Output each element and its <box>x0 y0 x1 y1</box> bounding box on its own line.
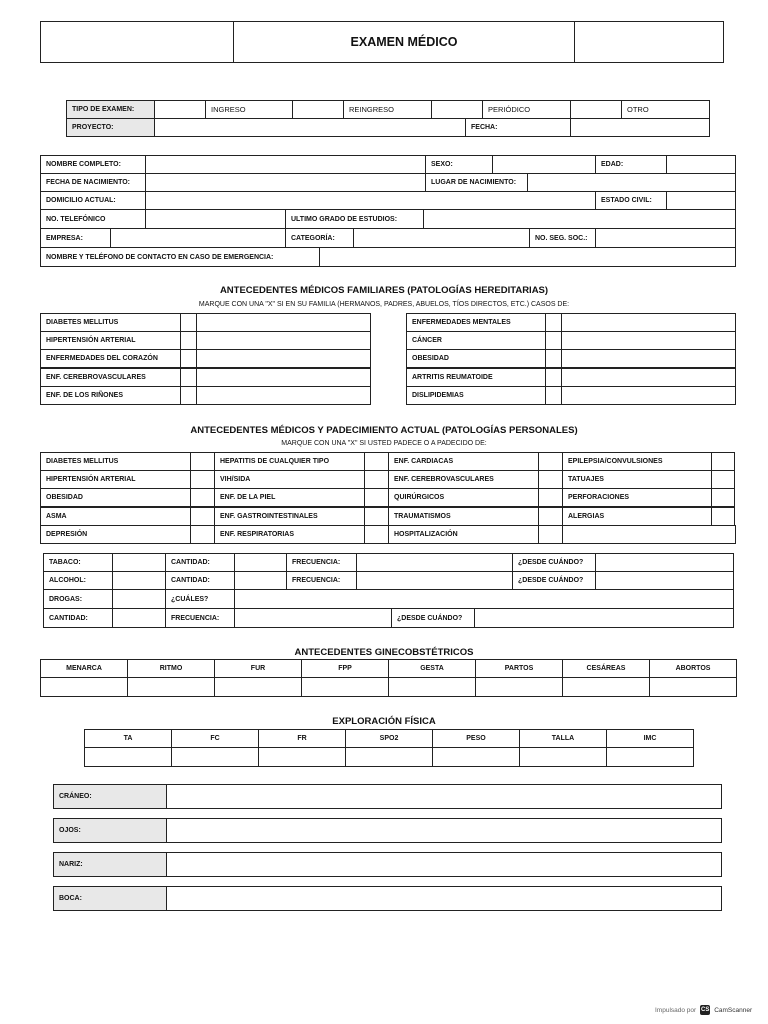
tabaco-field[interactable] <box>112 553 166 572</box>
personal-condition-label: HOSPITALIZACIÓN <box>388 525 539 544</box>
vital-sign-header: SPO2 <box>345 729 433 748</box>
tipo-periodico-label: PERIÓDICO <box>482 100 571 119</box>
estado-civil-field[interactable] <box>666 191 736 210</box>
proyecto-field[interactable] <box>154 118 466 137</box>
gineco-header: ABORTOS <box>649 659 737 678</box>
familiar-left-check[interactable] <box>180 368 197 387</box>
personal-condition-check[interactable] <box>711 507 735 526</box>
sexo-field[interactable] <box>492 155 596 174</box>
personales-subtitle: MARQUE CON UNA "X" SI USTED PADECE O A PADECIDO DE: <box>281 440 487 447</box>
tipo-ingreso-box[interactable] <box>154 100 206 119</box>
familiares-title: ANTECEDENTES MÉDICOS FAMILIARES (PATOLOGÍAS HEREDITARIAS) <box>219 285 549 296</box>
region-field[interactable] <box>166 852 722 877</box>
drogas-desde-field[interactable] <box>474 608 734 628</box>
personal-condition-label: QUIRÚRGICOS <box>388 488 539 507</box>
region-label: CRÁNEO: <box>53 784 167 809</box>
gineco-value-field[interactable] <box>214 677 302 697</box>
tabaco-cantidad-label: CANTIDAD: <box>165 553 235 572</box>
edad-label: EDAD: <box>595 155 667 174</box>
familiar-left-label: DIABETES MELLITUS <box>40 313 181 332</box>
drogas-frecuencia-label: FRECUENCIA: <box>165 608 235 628</box>
familiar-left-check[interactable] <box>180 313 197 332</box>
empresa-label: EMPRESA: <box>40 228 111 248</box>
gineco-value-field[interactable] <box>475 677 563 697</box>
personal-condition-check[interactable] <box>190 470 215 489</box>
telefono-label: NO. TELEFÓNICO <box>40 209 146 229</box>
header-left-cell <box>40 21 234 63</box>
footer-watermark <box>655 1005 752 1015</box>
domicilio-label: DOMICILIO ACTUAL: <box>40 191 146 210</box>
gineco-value-field[interactable] <box>562 677 650 697</box>
alcohol-desde-label: ¿DESDE CUÁNDO? <box>512 571 596 590</box>
region-label: NARIZ: <box>53 852 167 877</box>
fecha-field[interactable] <box>570 118 710 137</box>
personal-condition-label: DIABETES MELLITUS <box>40 452 191 471</box>
header-title-cell <box>233 21 575 63</box>
footer-powered: Impulsado por <box>655 1006 697 1014</box>
personal-condition-label: PERFORACIONES <box>562 488 712 507</box>
region-label: OJOS: <box>53 818 167 843</box>
tabaco-frecuencia-field[interactable] <box>356 553 513 572</box>
personal-condition-label: ENF. RESPIRATORIAS <box>214 525 365 544</box>
gineco-header: MENARCA <box>40 659 128 678</box>
contacto-label: NOMBRE Y TELÉFONO DE CONTACTO EN CASO DE EMERGENCIA: <box>40 247 320 267</box>
page-title: EXAMEN MÉDICO <box>350 34 458 49</box>
familiar-right-note[interactable] <box>561 386 736 405</box>
personal-condition-check[interactable] <box>538 525 563 544</box>
drogas-cuales-label: ¿CUÁLES? <box>165 589 235 609</box>
vital-sign-field[interactable] <box>171 747 259 767</box>
familiar-right-note[interactable] <box>561 349 736 368</box>
personal-condition-check[interactable] <box>364 507 389 526</box>
familiar-left-check[interactable] <box>180 331 197 350</box>
personal-condition-check[interactable] <box>364 452 389 471</box>
gineco-value-field[interactable] <box>388 677 476 697</box>
personal-condition-label: TATUAJES <box>562 470 712 489</box>
tipo-ingreso-label: INGRESO <box>205 100 293 119</box>
personal-condition-check[interactable] <box>190 488 215 507</box>
familiar-left-label: ENF. CEREBROVASCULARES <box>40 368 181 387</box>
tipo-otro-box[interactable] <box>570 100 622 119</box>
gineco-header: GESTA <box>388 659 476 678</box>
fecha-label: FECHA: <box>465 118 571 137</box>
personal-condition-check[interactable] <box>364 470 389 489</box>
gineco-value-field[interactable] <box>649 677 737 697</box>
gineco-header: RITMO <box>127 659 215 678</box>
personal-condition-check[interactable] <box>190 525 215 544</box>
familiar-left-label: ENFERMEDADES DEL CORAZÓN <box>40 349 181 368</box>
familiar-right-note[interactable] <box>561 313 736 332</box>
tipo-periodico-box[interactable] <box>431 100 483 119</box>
region-field[interactable] <box>166 886 722 911</box>
grado-estudios-field[interactable] <box>423 209 736 229</box>
familiar-left-note[interactable] <box>196 386 371 405</box>
alcohol-field[interactable] <box>112 571 166 590</box>
alcohol-cantidad-field[interactable] <box>234 571 287 590</box>
gineco-title: ANTECEDENTES GINECOBSTÉTRICOS <box>294 647 474 658</box>
familiar-right-label: CÁNCER <box>406 331 546 350</box>
familiar-right-note[interactable] <box>561 368 736 387</box>
personal-condition-check[interactable] <box>711 452 735 471</box>
familiar-left-note[interactable] <box>196 349 371 368</box>
camscanner-logo-icon: CS <box>701 1007 710 1013</box>
vital-sign-field[interactable] <box>345 747 433 767</box>
personal-condition-label: HIPERTENSIÓN ARTERIAL <box>40 470 191 489</box>
vital-sign-header: FC <box>171 729 259 748</box>
personal-condition-label: ALERGIAS <box>562 507 712 526</box>
seg-soc-label: NO. SEG. SOC.: <box>529 228 596 248</box>
alcohol-cantidad-label: CANTIDAD: <box>165 571 235 590</box>
drogas-cantidad-field[interactable] <box>112 608 166 628</box>
personal-condition-check[interactable] <box>190 452 215 471</box>
personal-condition-label: DEPRESIÓN <box>40 525 191 544</box>
familiar-left-label: ENF. DE LOS RIÑONES <box>40 386 181 405</box>
familiar-right-label: OBESIDAD <box>406 349 546 368</box>
familiar-left-note[interactable] <box>196 331 371 350</box>
personales-title: ANTECEDENTES MÉDICOS Y PADECIMIENTO ACTUAL (PATOLOGÍAS PERSONALES) <box>190 425 578 436</box>
categoria-field[interactable] <box>353 228 530 248</box>
drogas-frecuencia-field[interactable] <box>234 608 392 628</box>
gineco-value-field[interactable] <box>301 677 389 697</box>
personal-condition-check[interactable] <box>538 452 563 471</box>
fecha-nacimiento-label: FECHA DE NACIMIENTO: <box>40 173 146 192</box>
personal-condition-label: ENF. CARDIACAS <box>388 452 539 471</box>
alcohol-frecuencia-label: FRECUENCIA: <box>286 571 357 590</box>
vital-sign-field[interactable] <box>432 747 520 767</box>
drogas-cuales-field[interactable] <box>234 589 734 609</box>
personal-condition-label: ENF. GASTROINTESTINALES <box>214 507 365 526</box>
vital-sign-header: TALLA <box>519 729 607 748</box>
nombre-field[interactable] <box>145 155 426 174</box>
vital-sign-field[interactable] <box>258 747 346 767</box>
tabaco-desde-field[interactable] <box>595 553 734 572</box>
nombre-label: NOMBRE COMPLETO: <box>40 155 146 174</box>
personal-condition-label: OBESIDAD <box>40 488 191 507</box>
lugar-nacimiento-label: LUGAR DE NACIMIENTO: <box>425 173 528 192</box>
tabaco-cantidad-field[interactable] <box>234 553 287 572</box>
familiar-left-note[interactable] <box>196 368 371 387</box>
tabaco-desde-label: ¿DESDE CUÁNDO? <box>512 553 596 572</box>
personal-condition-label: ASMA <box>40 507 191 526</box>
empresa-field[interactable] <box>110 228 286 248</box>
vital-sign-header: PESO <box>432 729 520 748</box>
sexo-label: SEXO: <box>425 155 493 174</box>
personal-condition-check[interactable] <box>538 488 563 507</box>
footer-brand: CamScanner <box>714 1006 753 1014</box>
familiar-right-note[interactable] <box>561 331 736 350</box>
vital-sign-field[interactable] <box>519 747 607 767</box>
drogas-desde-label: ¿DESDE CUÁNDO? <box>391 608 475 628</box>
tabaco-frecuencia-label: FRECUENCIA: <box>286 553 357 572</box>
alcohol-desde-field[interactable] <box>595 571 734 590</box>
personal-condition-label: TRAUMATISMOS <box>388 507 539 526</box>
familiar-right-check[interactable] <box>545 386 562 405</box>
tipo-otro-label: OTRO <box>621 100 710 119</box>
personal-condition-check[interactable] <box>538 507 563 526</box>
contacto-field[interactable] <box>319 247 736 267</box>
gineco-header: PARTOS <box>475 659 563 678</box>
personal-condition-check[interactable] <box>364 525 389 544</box>
personal-condition-label: VIH/SIDA <box>214 470 365 489</box>
fecha-nacimiento-field[interactable] <box>145 173 426 192</box>
tipo-reingreso-box[interactable] <box>292 100 344 119</box>
categoria-label: CATEGORÍA: <box>285 228 354 248</box>
familiar-right-label: ARTRITIS REUMATOIDE <box>406 368 546 387</box>
drogas-cantidad-label: CANTIDAD: <box>43 608 113 628</box>
tipo-examen-label: TIPO DE EXAMEN: <box>66 100 155 119</box>
personal-condition-check[interactable] <box>190 507 215 526</box>
personal-condition-label: ENF. DE LA PIEL <box>214 488 365 507</box>
familiar-right-check[interactable] <box>545 331 562 350</box>
domicilio-field[interactable] <box>145 191 596 210</box>
familiar-left-check[interactable] <box>180 386 197 405</box>
drogas-label: DROGAS: <box>43 589 113 609</box>
telefono-field[interactable] <box>145 209 286 229</box>
region-field[interactable] <box>166 784 722 809</box>
alcohol-frecuencia-field[interactable] <box>356 571 513 590</box>
personal-condition-check[interactable] <box>538 470 563 489</box>
alcohol-label: ALCOHOL: <box>43 571 113 590</box>
gineco-value-field[interactable] <box>40 677 128 697</box>
personal-empty-cell <box>562 525 736 544</box>
familiar-left-note[interactable] <box>196 313 371 332</box>
familiar-right-check[interactable] <box>545 368 562 387</box>
personal-condition-label: EPILEPSIA/CONVULSIONES <box>562 452 712 471</box>
familiar-right-label: ENFERMEDADES MENTALES <box>406 313 546 332</box>
grado-estudios-label: ULTIMO GRADO DE ESTUDIOS: <box>285 209 424 229</box>
personal-condition-check[interactable] <box>711 470 735 489</box>
proyecto-label: PROYECTO: <box>66 118 155 137</box>
personal-condition-check[interactable] <box>364 488 389 507</box>
gineco-header: FUR <box>214 659 302 678</box>
header-right-cell <box>574 21 724 63</box>
gineco-header: FPP <box>301 659 389 678</box>
familiar-right-check[interactable] <box>545 313 562 332</box>
familiar-right-check[interactable] <box>545 349 562 368</box>
gineco-header: CESÁREAS <box>562 659 650 678</box>
drogas-field[interactable] <box>112 589 166 609</box>
lugar-nacimiento-field[interactable] <box>527 173 736 192</box>
seg-soc-field[interactable] <box>595 228 736 248</box>
personal-condition-label: HEPATITIS DE CUALQUIER TIPO <box>214 452 365 471</box>
tipo-reingreso-label: REINGRESO <box>343 100 432 119</box>
region-label: BOCA: <box>53 886 167 911</box>
vital-sign-header: TA <box>84 729 172 748</box>
gineco-value-field[interactable] <box>127 677 215 697</box>
vital-sign-field[interactable] <box>84 747 172 767</box>
edad-field[interactable] <box>666 155 736 174</box>
exploracion-title: EXPLORACIÓN FÍSICA <box>332 716 436 727</box>
region-field[interactable] <box>166 818 722 843</box>
familiar-left-label: HIPERTENSIÓN ARTERIAL <box>40 331 181 350</box>
vital-sign-field[interactable] <box>606 747 694 767</box>
vital-sign-header: IMC <box>606 729 694 748</box>
personal-condition-check[interactable] <box>711 488 735 507</box>
personal-condition-label: ENF. CEREBROVASCULARES <box>388 470 539 489</box>
familiar-right-label: DISLIPIDEMIAS <box>406 386 546 405</box>
familiares-subtitle: MARQUE CON UNA "X" SI EN SU FAMILIA (HERMANOS, PADRES, ABUELOS, TÍOS DIRECTOS, ETC.) CASOS DE: <box>198 301 570 308</box>
vital-sign-header: FR <box>258 729 346 748</box>
estado-civil-label: ESTADO CIVIL: <box>595 191 667 210</box>
tabaco-label: TABACO: <box>43 553 113 572</box>
familiar-left-check[interactable] <box>180 349 197 368</box>
